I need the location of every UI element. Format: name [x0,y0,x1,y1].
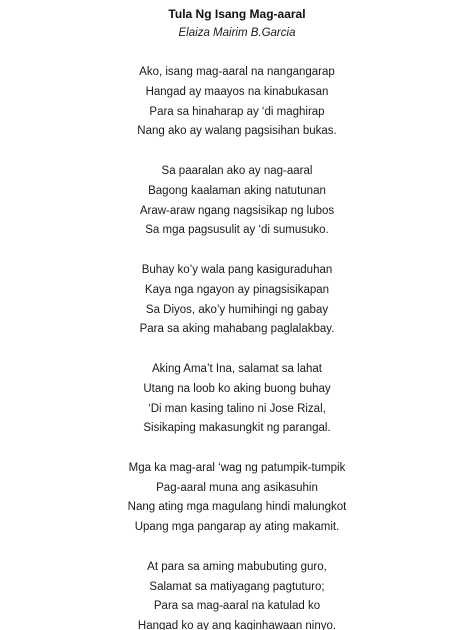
poem-line: Sa mga pagsusulit ay ‘di sumusuko. [145,224,329,236]
poem-line: Hangad ko ay ang kaginhawaan ninyo. [137,620,337,630]
poem-line: Buhay ko’y wala pang kasiguraduhan [141,264,333,276]
poem-line: Hangad ay maayos na kinabukasan [145,86,329,98]
poem-line: Nang ating mga magulang hindi malungkot [127,501,347,513]
poem-line: Utang na loob ko aking buong buhay [143,383,331,395]
poem-line: Para sa mag-aaral na katulad ko [153,600,321,612]
poem-line: Mga ka mag-aral ‘wag ng patumpik-tumpik [128,462,346,474]
poem-line: Sa Diyos, ako’y humihingi ng gabay [145,304,329,316]
poem-line: Para sa aking mahabang paglalakbay. [139,323,335,335]
poem-author: Elaiza Mairim B.Garcia [178,27,296,39]
poem-line: Aking Ama’t Ina, salamat sa lahat [151,363,323,375]
poem-line: Pag-aaral muna ang asikasuhin [156,482,318,494]
poem-title: Tula Ng Isang Mag-aaral [168,7,306,21]
poem-line: Araw-araw ngang nagsisikap ng lubos [139,205,335,217]
poem-line: Sa paaralan ako ay nag-aaral [161,165,313,177]
poem-line: Ako, isang mag-aaral na nangangarap [139,66,335,78]
poem-line: ‘Di man kasing talino ni Jose Rizal, [148,403,326,415]
poem-line: Sisikaping makasungkit ng parangal. [143,422,331,434]
poem-line: Upang mga pangarap ay ating makamit. [134,521,340,533]
poem-line: Salamat sa matiyagang pagtuturo; [149,581,325,593]
poem-line: Nang ako ay walang pagsisihan bukas. [137,125,337,137]
poem-line: Kaya nga ngayon ay pinagsisikapan [144,284,330,296]
poem-line: Bagong kaalaman aking natutunan [148,185,326,197]
poem-line: At para sa aming mabubuting guro, [147,561,327,573]
poem-line: Para sa hinaharap ay ‘di maghirap [149,106,325,118]
